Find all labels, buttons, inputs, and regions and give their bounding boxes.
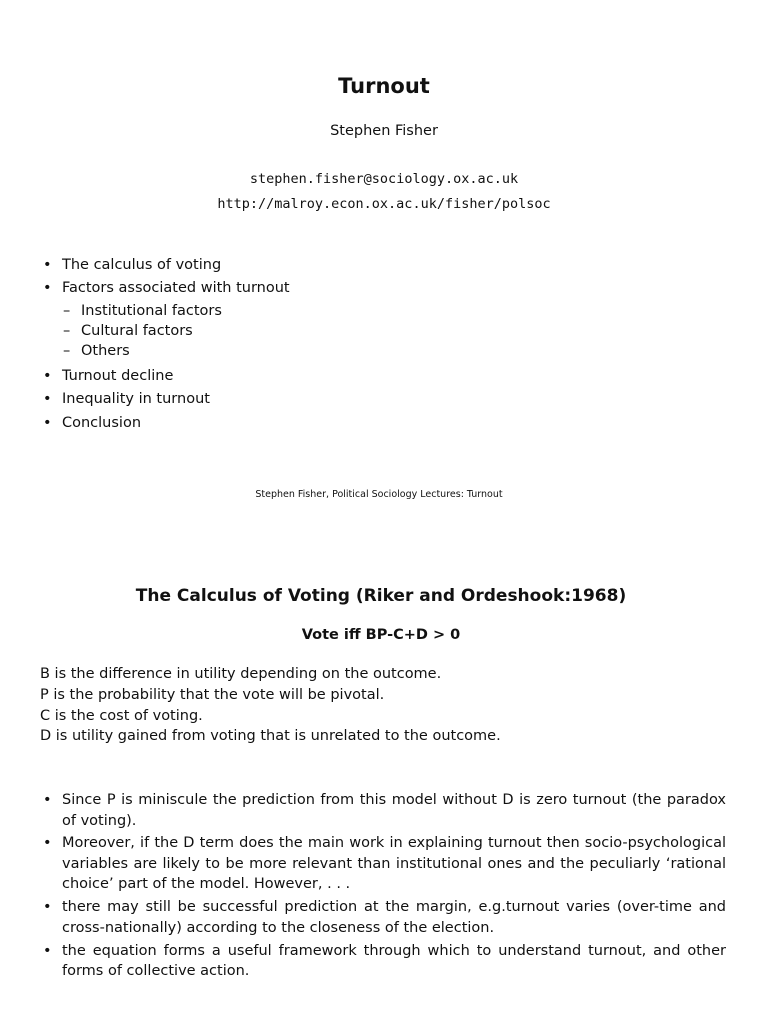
page-title: Turnout [338, 74, 430, 98]
author-name: Stephen Fisher [330, 123, 438, 139]
outline-item-label: The calculus of voting [62, 257, 222, 273]
outline-subitem-label: Institutional factors [81, 302, 222, 319]
course-url: http://malroy.econ.ox.ac.uk/fisher/polsoc [217, 196, 551, 212]
point-text: there may still be successful prediction at the margin, e.g.turnout varies (over-time and cross-nationally) according to the closeness of the election. [62, 899, 726, 936]
point-item [43, 833, 726, 895]
point-item [43, 897, 726, 938]
slide-footer: Stephen Fisher, Political Sociology Lectures: Turnout [255, 489, 503, 500]
outline-item-label: Inequality in turnout [62, 391, 210, 408]
outline-sublist [62, 301, 290, 365]
point-item [43, 941, 726, 982]
outline-item [43, 388, 290, 411]
outline-item-label: Conclusion [62, 414, 142, 431]
outline-subitem [62, 301, 290, 321]
definition-line: C is the cost of voting. [40, 707, 203, 724]
outline-subitem [62, 321, 290, 341]
outline-item [43, 412, 290, 435]
outline-item [43, 365, 290, 388]
definition-line: D is utility gained from voting that is unrelated to the outcome. [40, 728, 501, 745]
definitions-block [40, 664, 501, 747]
section-heading: The Calculus of Voting (Riker and Ordeshook:1968) [135, 586, 627, 606]
voting-formula: Vote iff BP-C+D > 0 [301, 627, 461, 643]
point-text: Since P is miniscule the prediction from this model without D is zero turnout (the paradox of voting). [62, 792, 726, 829]
outline-subitem-label: Others [81, 342, 130, 359]
outline-subitem-label: Cultural factors [81, 322, 193, 339]
definition-line: B is the difference in utility depending on the outcome. [40, 666, 442, 682]
point-text: Moreover, if the D term does the main work in explaining turnout then socio-psychological variables are likely to be more relevant than institutional ones and the peculiarly ‘rational choice’ part of the model. However, . . . [62, 835, 726, 893]
outline-subitem [62, 341, 290, 361]
outline-item-label: Factors associated with turnout [62, 280, 290, 297]
outline-list [43, 254, 290, 435]
points-list [43, 790, 726, 984]
outline-item [43, 254, 290, 277]
point-item [43, 790, 726, 831]
point-text: the equation forms a useful framework through which to understand turnout, and other forms of collective action. [62, 942, 726, 980]
definition-line: P is the probability that the vote will be pivotal. [40, 686, 385, 703]
outline-item-label: Turnout decline [62, 367, 174, 384]
author-email: stephen.fisher@sociology.ox.ac.uk [249, 171, 519, 187]
outline-item [43, 277, 290, 364]
